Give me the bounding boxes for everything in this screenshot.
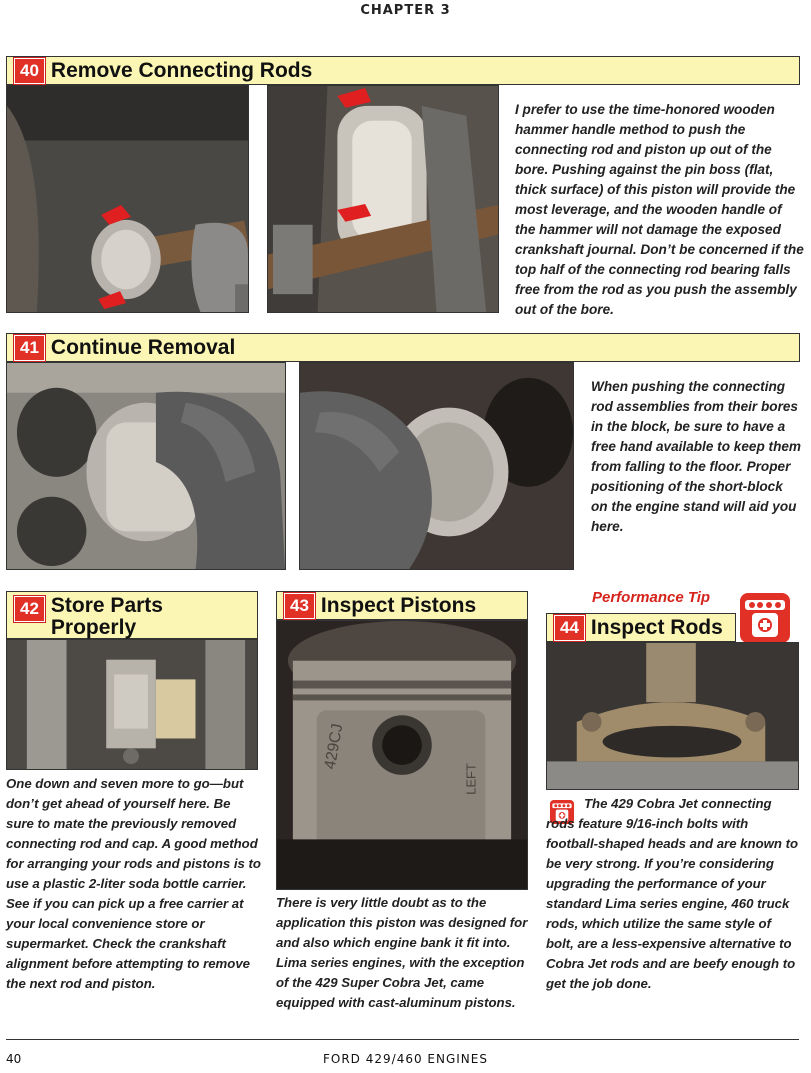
step-number: 44 (554, 615, 585, 641)
step-title: Continue Removal (50, 335, 236, 359)
photo-cobra-jet-rod (546, 642, 799, 790)
step-40-header (6, 56, 800, 85)
piston-side-text: LEFT (463, 763, 479, 795)
step-title-line-1: Store Parts (50, 594, 163, 617)
performance-tip-label: Performance Tip (592, 589, 711, 606)
step-42-caption: One down and seven more to go—but don’t get ahead of yourself here. Be sure to mate the previously removed connecting rod and cap. A good method for arranging your rods and pistons is to use a plastic 2-liter soda bottle carrier. See if you can pick up a free carrier at your local convenience store or supermarket. Check the crankshaft alignment before attempting to remove the next rod and piston. (6, 776, 261, 991)
step-title-line-2: Properly (50, 616, 137, 639)
photo-rod-caps-crank (6, 639, 258, 770)
step-43-header (276, 591, 528, 620)
step-number: 43 (284, 593, 315, 619)
step-title: Remove Connecting Rods (50, 58, 313, 82)
photo-hammer-push-rod (6, 85, 249, 313)
photo-piston-pin-boss (267, 85, 499, 313)
step-41-caption: When pushing the connecting rod assemblies from their bores in the block, be sure to have a free hand available to keep them from falling to the floor. Proper positioning of the short-block on the engine stand will aid you here. (591, 379, 802, 534)
footer-divider (6, 1039, 799, 1040)
step-number: 42 (14, 596, 45, 622)
photo-glove-catch-piston (6, 362, 286, 570)
step-44-header (546, 613, 736, 642)
step-number: 41 (14, 335, 45, 361)
step-title: Inspect Rods (590, 615, 723, 639)
step-43-caption: There is very little doubt as to the application this piston was designed for and also which engine bank it fit into. Lima series engines, with the exception of the 429 Super Cobra Jet, came equipped with cast-aluminum pistons. (276, 895, 528, 1010)
chapter-heading: CHAPTER 3 (360, 3, 451, 18)
photo-hand-hold-piston (299, 362, 574, 570)
piston-stamp-text: 429CJ (321, 722, 347, 771)
step-40-caption: I prefer to use the time-honored wooden hammer handle method to push the connecting rod and piston up out of the bore. Pushing against the pin boss (flat, thick surface) of this piston will provide the most leverage, and the wooden handle of the hammer will not damage the exposed crankshaft journal. Don’t be concerned if the top half of the connecting rod bearing falls free from the rod as you push the assembly out of the bore. (515, 102, 804, 317)
page-number: 40 (6, 1052, 22, 1066)
engine-tip-icon (738, 591, 792, 645)
step-number: 40 (14, 58, 45, 84)
step-41-header (6, 333, 800, 362)
step-42-header (6, 591, 258, 639)
book-title: FORD 429/460 ENGINES (323, 1052, 488, 1066)
step-44-caption: The 429 Cobra Jet connecting rods feature 9/16-inch bolts with football-shaped heads and are known to be very strong. If you’re considering upgrading the performance of your standard Lima series engine, 460 truck rods, which utilize the same style of bolt, are a less-expensive alternative to Cobra Jet rods and are beefy enough to get the job done. (546, 796, 799, 991)
step-title: Inspect Pistons (320, 593, 477, 617)
photo-429cj-piston (276, 620, 528, 890)
step-title (51, 595, 163, 639)
